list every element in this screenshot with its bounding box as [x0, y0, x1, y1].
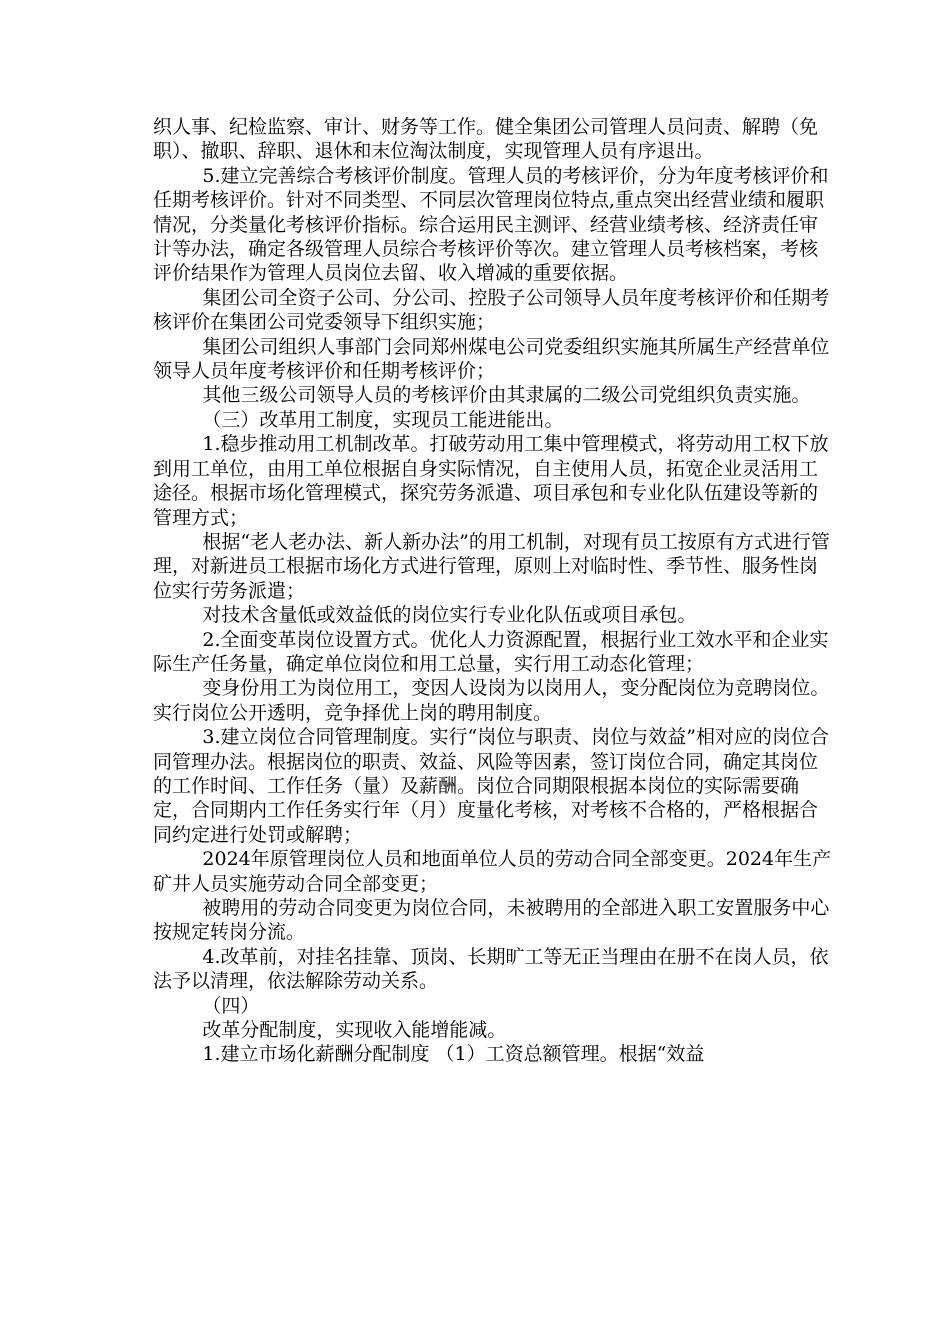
document-body [153, 115, 833, 1067]
paragraph-18: 1.建立市场化薪酬分配制度 （1）工资总额管理。根据“效益 [202, 1043, 705, 1066]
paragraph-9: 对技术含量低或效益低的岗位实行专业化队伍或项目承包。 [202, 604, 697, 627]
paragraph-1: 织人事、纪检监察、审计、财务等工作。健全集团公司管理人员问责、解聘（免职）、撤职、辞职、退休和末位淘汰制度，实现管理人员有序退出。 [153, 116, 819, 163]
section-title-4: 改革分配制度，实现收入能增能减。 [202, 1019, 507, 1042]
paragraph-7: 1.稳步推动用工机制改革。打破劳动用工集中管理模式，将劳动用工权下放到用工单位，由用工单位根据自身实际情况，自主使用人员，拓宽企业灵活用工途径。根据市场化管理模式，探究劳务派遣、项目承包和专业化队伍建设等新的管理方式； [153, 433, 829, 529]
paragraph-14: 被聘用的劳动合同变更为岗位合同，未被聘用的全部进入职工安置服务中心按规定转岗分流。 [153, 897, 830, 944]
paragraph-15: 4.改革前，对挂名挂靠、顶岗、长期旷工等无正当理由在册不在岗人员，依法予以清理，依法解除劳动关系。 [153, 945, 829, 993]
paragraph-5: 其他三级公司领导人员的考核评价由其隶属的二级公司党组织负责实施。 [202, 384, 811, 407]
paragraph-11: 变身份用工为岗位用工，变因人设岗为以岗用人，变分配岗位为竞聘岗位。实行岗位公开透明，竞争择优上岗的聘用制度。 [153, 677, 830, 724]
paragraph-4: 集团公司组织人事部门会同郑州煤电公司党委组织实施其所属生产经营单位领导人员年度考核评价和任期考核评价； [153, 335, 830, 383]
paragraph-10: 2.全面变革岗位设置方式。优化人力资源配置，根据行业工效水平和企业实际生产任务量，确定单位岗位和用工总量，实行用工动态化管理； [153, 628, 829, 675]
paragraph-12: 3.建立岗位合同管理制度。实行“岗位与职责、岗位与效益”相对应的岗位合同管理办法。根据岗位的职责、效益、风险等因素，签订岗位合同，确定其岗位的工作时间、工作任务（量）及薪酬。岗位合同期限根据本岗位的实际需要确定，合同期内工作任务实行年（月）度量化考核，对考核不合格的，严格根据合同约定进行处罚或解聘； [153, 726, 829, 846]
paragraph-13: 2024年原管理岗位人员和地面单位人员的劳动合同全部变更。2024年生产矿井人员实施劳动合同全部变更； [153, 848, 832, 895]
section-heading-4: （四） [202, 994, 260, 1017]
paragraph-3: 集团公司全资子公司、分公司、控股子公司领导人员年度考核评价和任期考核评价在集团公司党委领导下组织实施； [153, 286, 830, 334]
section-heading-3: （三）改革用工制度，实现员工能进能出。 [202, 408, 564, 431]
paragraph-2: 5.建立完善综合考核评价制度。管理人员的考核评价，分为年度考核评价和任期考核评价。针对不同类型、不同层次管理岗位特点,重点突出经营业绩和履职情况，分类量化考核评价指标。综合运用民主测评、经营业绩考核、经济责任审计等办法，确定各级管理人员综合考核评价等次。建立管理人员考核档案，考核评价结果作为管理人员岗位去留、收入增减的重要依据。 [153, 164, 829, 285]
paragraph-8: 根据“老人老办法、新人新办法”的用工机制，对现有员工按原有方式进行管理，对新进员工根据市场化方式进行管理，原则上对临时性、季节性、服务性岗位实行劳务派遣； [153, 530, 830, 602]
